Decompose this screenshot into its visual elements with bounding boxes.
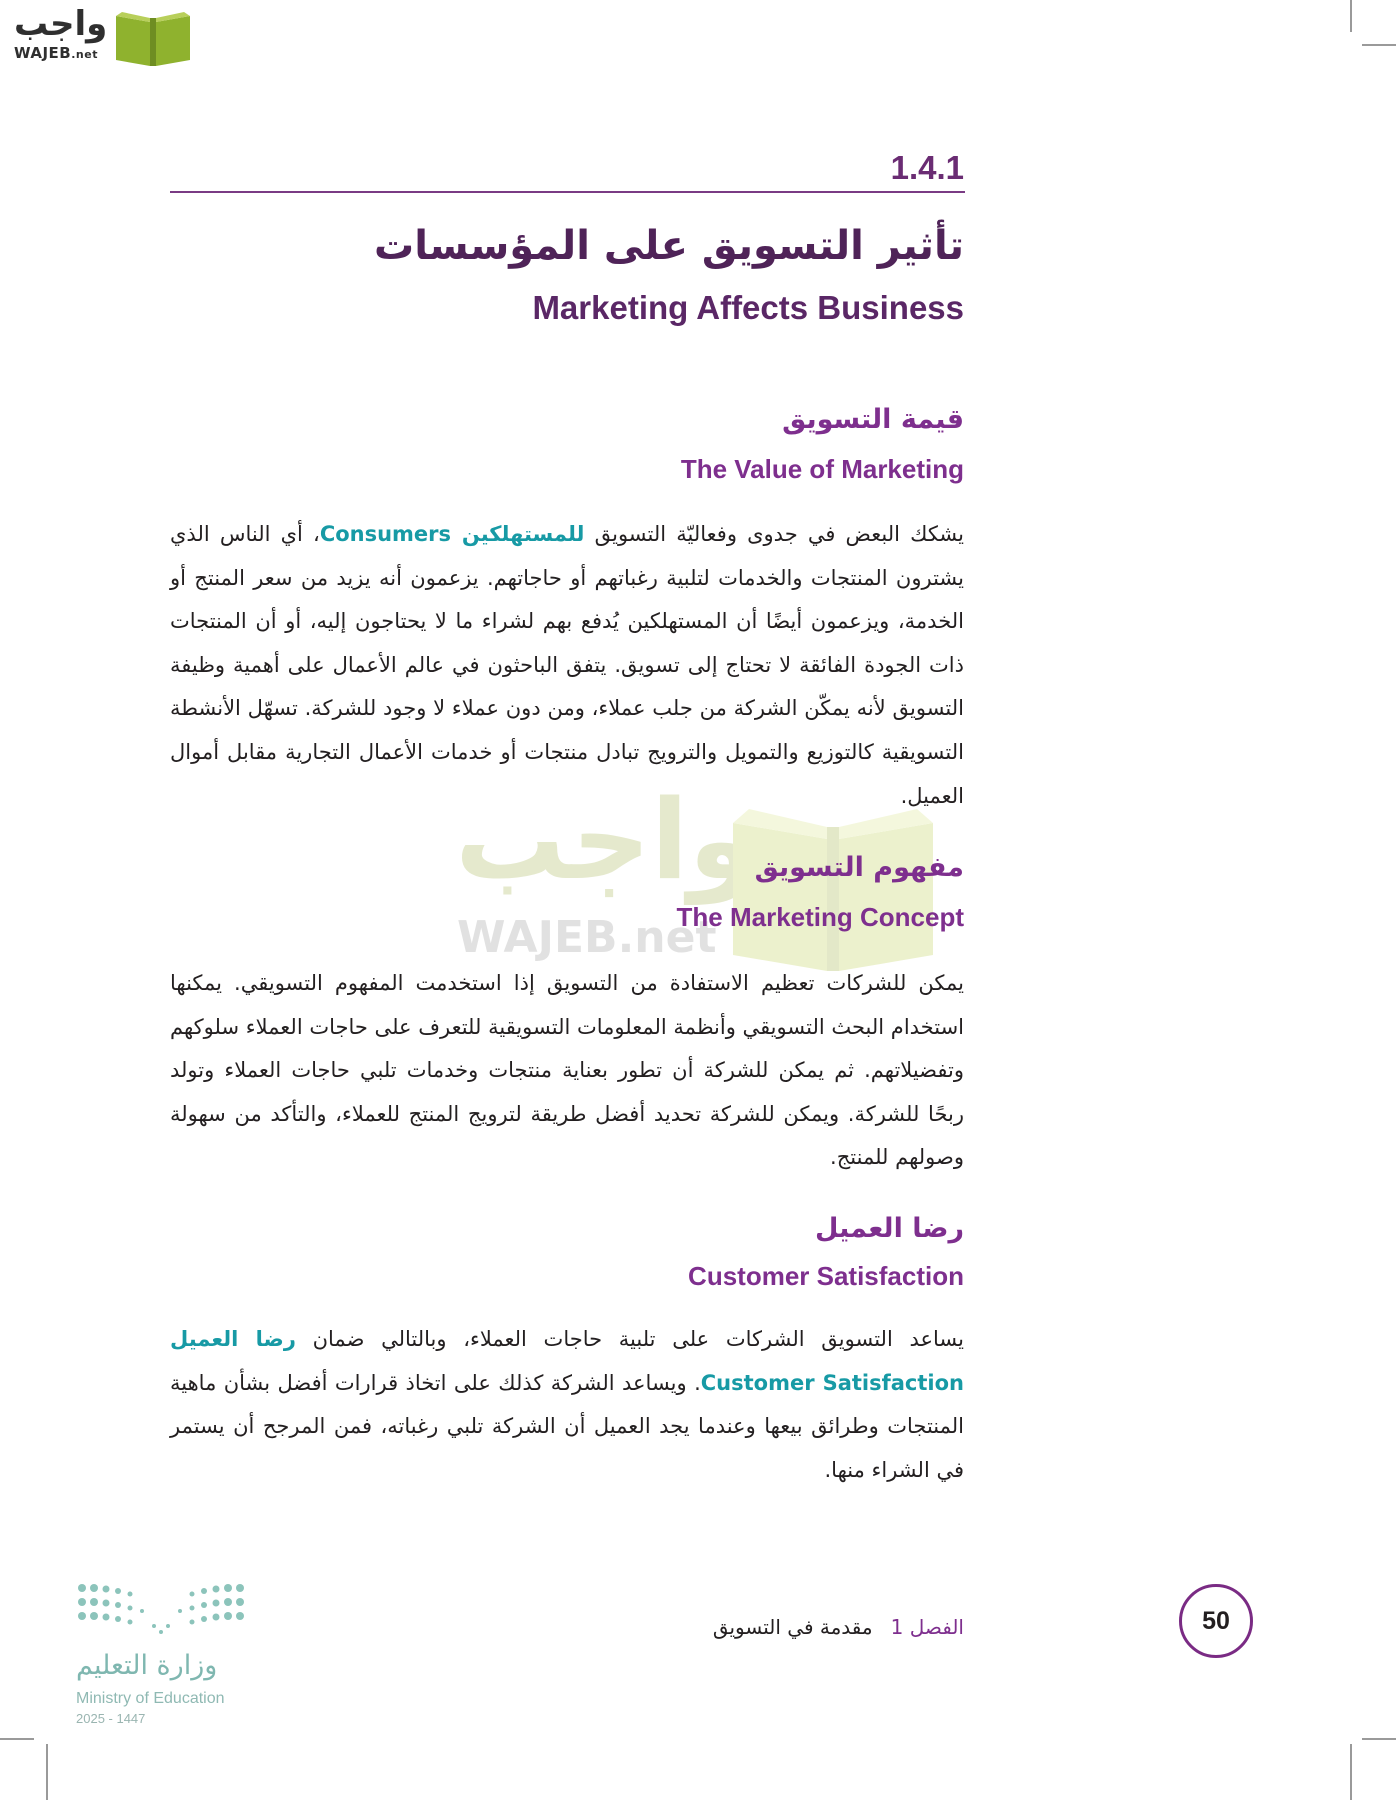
crop-mark xyxy=(0,1738,34,1740)
section-title-arabic: رضا العميل xyxy=(814,1213,964,1244)
page-title-english: Marketing Affects Business xyxy=(532,289,964,326)
crop-mark xyxy=(46,1744,48,1800)
chapter-label: الفصل 1 xyxy=(890,1615,964,1639)
term-highlight: للمستهلكين Consumers xyxy=(319,522,585,546)
logo-latin: WAJEB.net xyxy=(14,44,98,62)
ministry-logo xyxy=(74,1580,254,1730)
chapter-name: مقدمة في التسويق xyxy=(712,1615,873,1639)
page-title-arabic: تأثير التسويق على المؤسسات xyxy=(374,223,964,269)
term-highlight: رضا العميل Customer Satisfaction xyxy=(170,1327,964,1395)
section-paragraph: يشكك البعض في جدوى وفعاليّة التسويق للمستهلكين Consumers، أي الناس الذي يشترون المنتجات والخدمات لتلبية رغباتهم أو حاجاتهم. يزعمون أنه يزيد من سعر المنتج أو الخدمة، ويزعمون أيضًا أن المستهلكين يُدفع بهم لشراء ما لا يحتاجون إليه، أو أن المنتجات ذات الجودة الفائقة لا تحتاج إلى تسويق. يتفق الباحثون في عالم الأعمال على أهمية وظيفة التسويق لأنه يمكّن الشركة من جلب عملاء، ومن دون عملاء لا وجود للشركة. تسهّل الأنشطة التسويقية كالتوزيع والتمويل والترويج تبادل منتجات أو خدمات الأعمال التجارية مقابل أموال العميل. xyxy=(170,522,964,808)
chapter-footer xyxy=(713,1612,964,1642)
crop-mark xyxy=(1362,44,1396,46)
section-title-english: The Marketing Concept xyxy=(676,902,964,932)
section-title-arabic: مفهوم التسويق xyxy=(754,852,964,883)
section-title-english: Customer Satisfaction xyxy=(688,1261,964,1291)
ministry-english: Ministry of Education xyxy=(76,1690,225,1707)
logo-arabic: واجب xyxy=(14,4,108,44)
watermark xyxy=(455,776,955,985)
crop-mark xyxy=(1362,1738,1396,1740)
watermark-latin: WAJEB.net xyxy=(457,912,717,963)
ministry-year: 2025 - 1447 xyxy=(76,1711,146,1726)
ministry-dots-icon xyxy=(74,1580,249,1640)
crop-mark xyxy=(1350,0,1352,32)
page-number: 50 xyxy=(1179,1584,1253,1658)
section-paragraph: يمكن للشركات تعظيم الاستفادة من التسويق إذا استخدمت المفهوم التسويقي. يمكنها استخدام البحث التسويقي وأنظمة المعلومات التسويقية للتعرف على حاجات العملاء سلوكهم وتفضيلاتهم. ثم يمكن للشركة أن تطور بعناية منتجات وخدمات تلبي حاجات العملاء وتولد ربحًا للشركة. ويمكن للشركة تحديد أفضل طريقة لترويج المنتج للعملاء، والتأكد من سهولة وصولهم للمنتج. xyxy=(170,971,964,1170)
section-title-arabic: قيمة التسويق xyxy=(782,404,964,435)
title-divider xyxy=(170,191,965,193)
watermark-arabic: واجب xyxy=(455,776,757,904)
ministry-arabic: وزارة التعليم xyxy=(76,1650,218,1681)
section-title-english: The Value of Marketing xyxy=(680,454,964,484)
wajeb-logo[interactable] xyxy=(8,6,198,66)
section-number: 1.4.1 xyxy=(890,149,964,186)
crop-mark xyxy=(1350,1744,1352,1800)
watermark-book-icon xyxy=(723,805,943,975)
section-paragraph: يساعد التسويق الشركات على تلبية حاجات العملاء، وبالتالي ضمان رضا العميل Customer Satisfaction. ويساعد الشركة كذلك على اتخاذ قرارات أفضل بشأن ماهية المنتجات وطرائق بيعها وعندما يجد العميل أن الشركة تلبي رغباته، فمن المرجح أن يستمر في الشراء منها. xyxy=(170,1327,964,1482)
book-icon xyxy=(112,10,194,68)
